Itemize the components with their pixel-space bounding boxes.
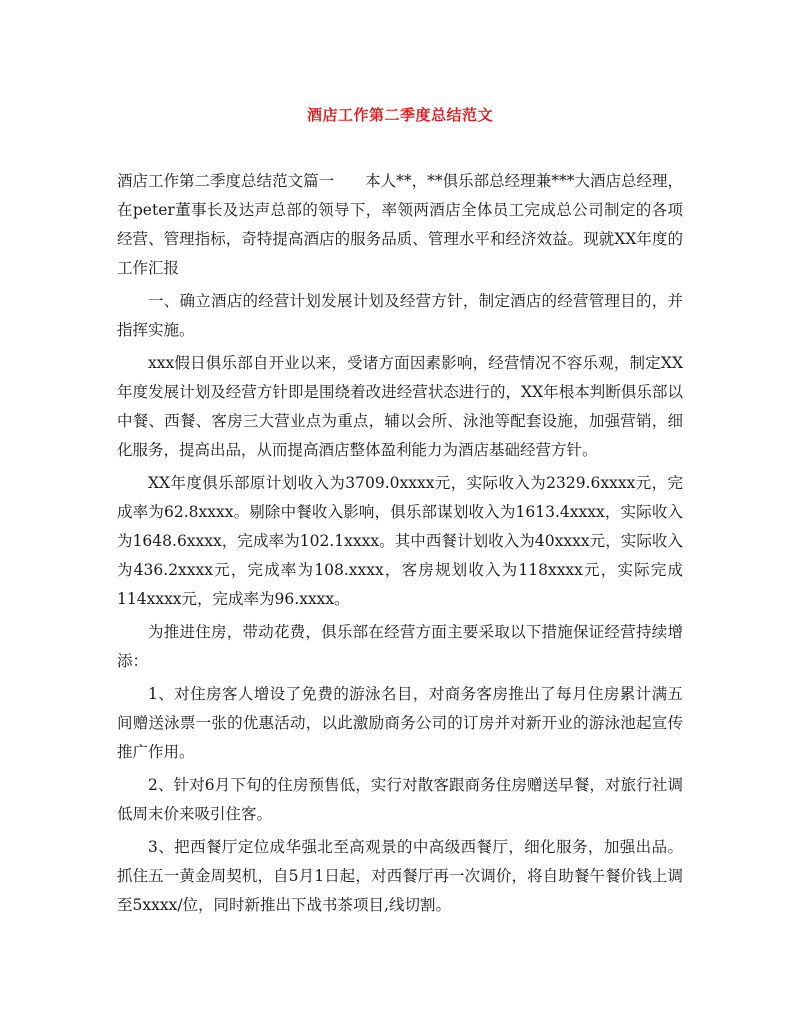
paragraph-measure-2: 2、针对6月下旬的住房预售低，实行对散客跟商务住房赠送早餐，对旅行社调低周末价来吸引住客。 xyxy=(117,776,683,823)
document-body xyxy=(117,167,683,920)
paragraph-measure-3: 3、把西餐厅定位成华强北至高观景的中高级西餐厅，细化服务，加强出品。抓住五一黄金周契机，自5月1日起，对西餐厅再一次调价，将自助餐午餐价钱上调至5xxxx/位，同时新推出下战书茶项目,线切割。 xyxy=(117,838,683,914)
paragraph-section-heading: 一、确立酒店的经营计划发展计划及经营方针，制定酒店的经营管理目的，并指挥实施。 xyxy=(117,292,683,339)
paragraph-background: xxx假日俱乐部自开业以来，受诸方面因素影响，经营情况不容乐观，制定XX年度发展计划及经营方针即是围绕着改进经营状态进行的，XX年根本判断俱乐部以中餐、西餐、客房三大营业点为重点，辅以会所、泳池等配套设施，加强营销，细化服务，提高出品，从而提高酒店整体盈利能力为酒店基础经营方针。 xyxy=(117,354,683,459)
paragraph-measures-intro: 为推进住房，带动花费，俱乐部在经营方面主要采取以下措施保证经营持续增添： xyxy=(117,623,683,670)
paragraph-revenue: XX年度俱乐部原计划收入为3709.0xxxx元，实际收入为2329.6xxxx元，完成率为62.8xxxx。剔除中餐收入影响，俱乐部谋划收入为1613.4xxxx，实际收入为1648.6xxxx，完成率为102.1xxxx。其中西餐计划收入为40xxxx元，实际收入为436.2xxxx元，完成率为108.xxxx，客房规划收入为118xxxx元，实际完成114xxxx元，完成率为96.xxxx。 xyxy=(117,474,683,608)
paragraph-measure-1: 1、对住房客人增设了免费的游泳名目，对商务客房推出了每月住房累计满五间赠送泳票一张的优惠活动，以此激励商务公司的订房并对新开业的游泳池起宣传推广作用。 xyxy=(117,685,683,761)
document-title: 酒店工作第二季度总结范文 xyxy=(306,106,493,124)
paragraph-intro: 酒店工作第二季度总结范文篇一 本人**，**俱乐部总经理兼***大酒店总经理，在peter董事长及达声总部的领导下，率领两酒店全体员工完成总公司制定的各项经营、管理指标，奇特提高酒店的服务品质、管理水平和经济效益。现就XX年度的工作汇报 xyxy=(117,172,683,277)
